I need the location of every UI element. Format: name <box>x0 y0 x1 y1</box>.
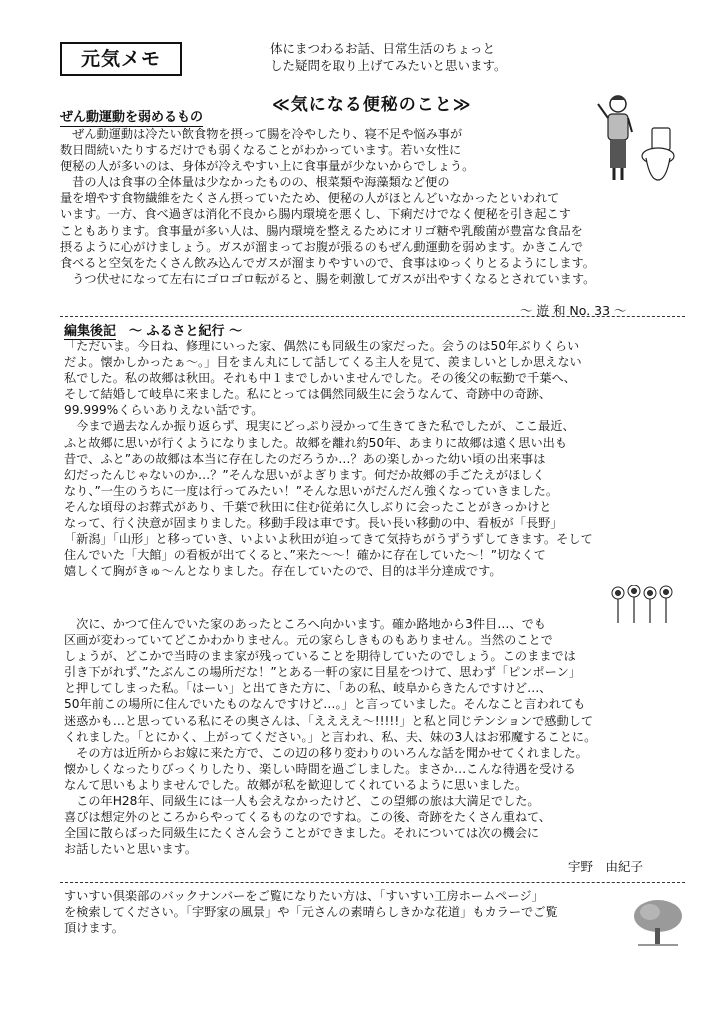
article-headline: ≪気になる便秘のこと≫ <box>272 95 472 115</box>
footer-text: すいすい倶楽部のバックナンバーをご覧になりたい方は、「すいすい工房ホームページ」 を検索してください。「宇野家の風景」や「元さんの素晴らしきかな花道」もカラーでご覧 頂けます。 <box>64 889 558 936</box>
editorial-heading <box>64 320 242 339</box>
intro-text: 体にまつわるお話、日常生活のちょっと した疑問を取り上げてみたいと思います。 <box>270 41 507 73</box>
editorial-body-1: 「ただいま。今日ね、修理にいった家、偶然にも同級生の家だった。会うのは50年ぶりくらい だよ。懐かしかったぁ～。」目をまん丸にして話してくる主人を見て、羨ましいとしか思えない 私でした。私の故郷は秋田。それも中１までしかいませんでした。その後父の転勤で千葉へ、 そして結婚して岐阜に来ました。私にとっては偶然同級生に会うなんて、奇跡中の奇跡、 99.999%くらいありえない話です。 今まで過去なんか振り返らず、現実にどっぷり浸かって生きてきた私でしたが、ここ最近、 ふと故郷に思いが行くようになりました。故郷を離れ約50年、あまりに故郷は遠く思い出も 昔で、ふと”あの故郷は本当に存在したのだろうか…？あの楽しかった幼い頃の出来事は 幻だったんじゃないのか…？”そんな思いがよぎります。何だか故郷の手ごたえがほしく なり、”一生のうちに一度は行ってみたい！”そんな思いがだんだん強くなっていきました。 そんな頃母のお葬式があり、千葉で秋田に住む従弟に久しぶりに会ったことがきっかけと なって、行く決意が固まりました。移動手段は車です。長い長い移動の中、看板が「長野」 「新潟」「山形」と移っていき、いよいよ秋田が迫ってきて気持ちがうずうずしてきます。そして 住んでいた「大館」の看板が出てくると、”来た～～！確かに存在していた～！”切なくて 嬉しくて胸がきゅ～んとなりました。存在していたので、目的は半分達成です。 <box>64 339 593 579</box>
article-body: ぜん動運動は冷たい飲食物を摂って腸を冷やしたり、寝不足や悩み事が 数日間続いたりするだけでも弱くなることがわかっています。若い女性に 便秘の人が多いのは、身体が冷えやすい上に食事量が少ないからでしょう。 昔の人は食事の全体量は少なかったものの、根菜類や海藻類など便の 量を増やす食物繊維をたくさん摂っていたため、便秘の人がほとんどいなかったといわれて います。一方、食べ過ぎは消化不良から腸内環境を悪くし、下痢だけでなく便秘を引き起こす こともあります。食事量が多い人は、腸内環境を整えるためにオリゴ糖や乳酸菌が豊富な食品を 摂るように心がけましょう。ガスが溜まってお腹が張るのもぜん動運動を弱めます。かきこんで 食べると空気をたくさん飲み込んでガスが溜まりやすいので、食事はゆっくりとるようにします。 うつ伏せになって左右にゴロゴロ転がると、腸を刺激してガスが出やすくなるとされています。 <box>60 127 596 286</box>
editorial-subtitle: ～ ふるさと紀行 ～ <box>116 324 243 339</box>
tree-illustration <box>632 898 684 948</box>
section-divider <box>60 316 685 317</box>
footer-divider <box>60 882 685 883</box>
editorial-signature: 宇野 由紀子 <box>568 859 644 874</box>
editorial-body-2: 次に、かつて住んでいた家のあったところへ向かいます。確か路地から3件目…、でも 区画が変わっていてどこかわかりません。元の家らしきものもありません。当然のことで しょうが、どこかで当時のまま家が残っていることを期待していたのでしょう。このままでは 引き下がれず、”たぶんこの場所だな！”とある一軒の家に目星をつけて、思わず「ピンポーン」 と押してしまった私。「はーい」と出てきた方に、「あの私、岐阜からきたんですけど…、 50年前この場所に住んでいたものなんですけど…。」と言っていました。そんなこと言われても 迷惑かも…と思っている私にその奥さんは、「ええええ～!!!!!」と私と同じテンションで感動して くれました。「とにかく、上がってください。」と言われ、私、夫、妹の3人はお邪魔することに。 その方は近所からお嫁に来た方で、この辺の移り変わりのいろんな話を聞かせてくれました。 懐かしくなったりびっくりしたり、楽しい時間を過ごしました。まさか…こんな待遇を受ける なんて思いもよりませんでした。故郷が私を歓迎してくれているように思いました。 この年H28年、同級生には一人も会えなかったけど、この望郷の旅は大満足でした。 喜びは想定外のところからやってくるものなのですね。この後、奇跡をたくさん重ねて、 全国に散らばった同級生にたくさん会うことができました。それについては次の機会に お話したいと思います。 <box>64 617 597 857</box>
memo-title: 元気メモ <box>80 48 161 70</box>
article-subheading: ぜん動運動を弱めるもの <box>60 110 204 125</box>
memo-title-box <box>60 42 182 76</box>
article-signature: ～ 遊 和 No. 33 ～ <box>520 303 627 318</box>
editorial-label: 編集後記 <box>64 324 117 339</box>
